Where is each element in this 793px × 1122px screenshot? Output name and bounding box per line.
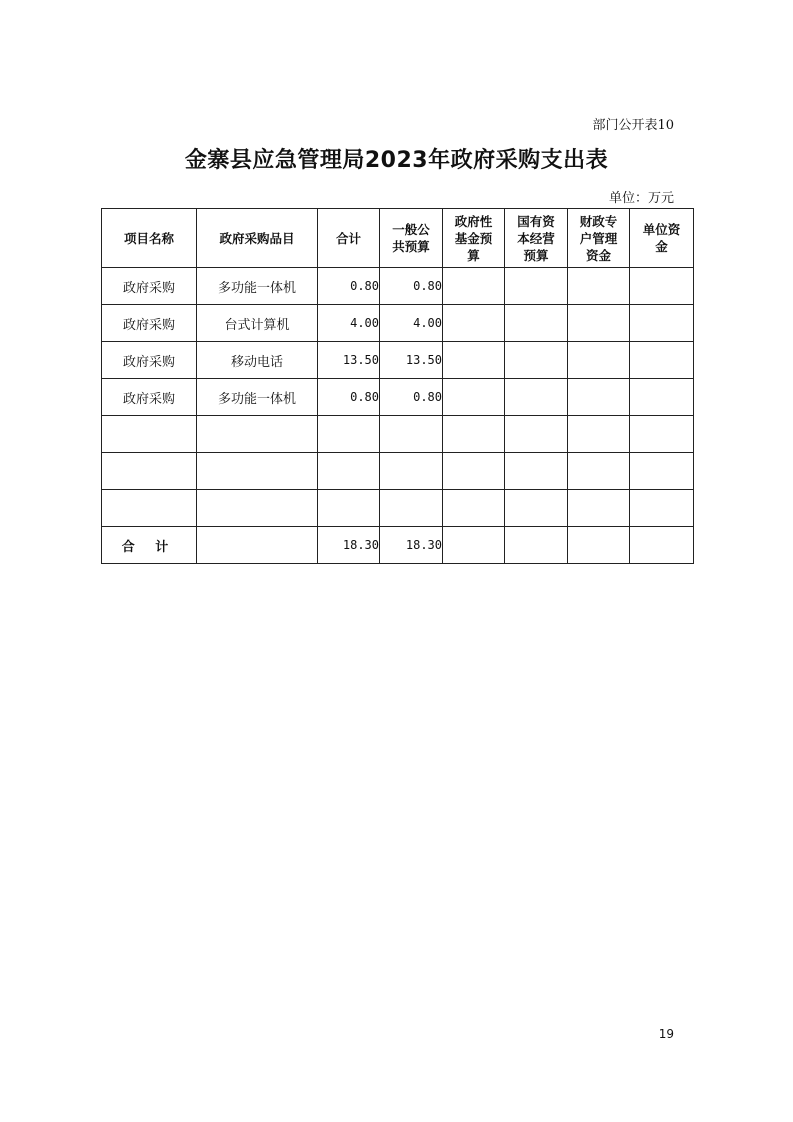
project-name-cell: 政府采购 xyxy=(102,379,197,416)
special-account-cell xyxy=(568,453,630,490)
col-header-total: 合计 xyxy=(318,209,380,268)
col-header-special-account-funds: 财政专户管理资金 xyxy=(568,209,630,268)
government-fund-cell xyxy=(443,268,505,305)
table-row xyxy=(102,342,694,379)
government-fund-cell xyxy=(443,453,505,490)
government-fund-cell xyxy=(443,490,505,527)
table-header-row xyxy=(102,209,694,268)
state-capital-cell xyxy=(505,453,568,490)
general-budget-cell xyxy=(380,453,443,490)
unit-funds-cell xyxy=(630,379,694,416)
unit-funds-cell xyxy=(630,305,694,342)
table-row xyxy=(102,305,694,342)
procurement-table xyxy=(101,208,694,564)
procurement-item-cell: 多功能一体机 xyxy=(197,379,318,416)
total-cell xyxy=(318,490,380,527)
col-header-project-name: 项目名称 xyxy=(102,209,197,268)
table-row xyxy=(102,453,694,490)
general-budget-cell: 0.80 xyxy=(380,379,443,416)
general-budget-cell: 4.00 xyxy=(380,305,443,342)
procurement-item-cell: 台式计算机 xyxy=(197,305,318,342)
total-label: 合 计 xyxy=(102,527,197,564)
col-header-government-fund-budget: 政府性基金预算 xyxy=(443,209,505,268)
special-account-cell xyxy=(568,268,630,305)
page-number: 19 xyxy=(658,1027,674,1041)
general-budget-cell: 0.80 xyxy=(380,268,443,305)
project-name-cell xyxy=(102,453,197,490)
unit-funds-cell xyxy=(630,416,694,453)
total-general-budget-cell: 18.30 xyxy=(380,527,443,564)
unit-funds-cell xyxy=(630,490,694,527)
state-capital-cell xyxy=(505,268,568,305)
special-account-cell xyxy=(568,342,630,379)
table-row xyxy=(102,379,694,416)
unit-funds-cell xyxy=(630,268,694,305)
general-budget-cell: 13.50 xyxy=(380,342,443,379)
unit-funds-cell xyxy=(630,342,694,379)
table-row xyxy=(102,268,694,305)
table-body xyxy=(102,268,694,527)
table-row xyxy=(102,490,694,527)
unit-note: 单位：万元 xyxy=(608,191,674,206)
total-item-cell xyxy=(197,527,318,564)
general-budget-cell xyxy=(380,490,443,527)
project-name-cell: 政府采购 xyxy=(102,305,197,342)
project-name-cell xyxy=(102,416,197,453)
project-name-cell xyxy=(102,490,197,527)
special-account-cell xyxy=(568,305,630,342)
government-fund-cell xyxy=(443,379,505,416)
total-unit-funds-cell xyxy=(630,527,694,564)
total-cell: 4.00 xyxy=(318,305,380,342)
state-capital-cell xyxy=(505,379,568,416)
special-account-cell xyxy=(568,490,630,527)
government-fund-cell xyxy=(443,342,505,379)
table-code: 部门公开表10 xyxy=(592,118,674,133)
special-account-cell xyxy=(568,416,630,453)
unit-funds-cell xyxy=(630,453,694,490)
total-row xyxy=(102,527,694,564)
col-header-procurement-item: 政府采购品目 xyxy=(197,209,318,268)
col-header-general-budget: 一般公共预算 xyxy=(380,209,443,268)
table-row xyxy=(102,416,694,453)
page-title: 金寨县应急管理局2023年政府采购支出表 xyxy=(184,148,609,173)
total-fund-cell xyxy=(443,527,505,564)
special-account-cell xyxy=(568,379,630,416)
total-cell: 0.80 xyxy=(318,379,380,416)
procurement-item-cell: 移动电话 xyxy=(197,342,318,379)
government-fund-cell xyxy=(443,416,505,453)
government-fund-cell xyxy=(443,305,505,342)
procurement-item-cell xyxy=(197,453,318,490)
procurement-item-cell: 多功能一体机 xyxy=(197,268,318,305)
state-capital-cell xyxy=(505,305,568,342)
total-sum-cell: 18.30 xyxy=(318,527,380,564)
total-special-account-cell xyxy=(568,527,630,564)
total-cell: 0.80 xyxy=(318,268,380,305)
procurement-item-cell xyxy=(197,416,318,453)
total-cell xyxy=(318,416,380,453)
project-name-cell: 政府采购 xyxy=(102,342,197,379)
total-cell xyxy=(318,453,380,490)
procurement-item-cell xyxy=(197,490,318,527)
general-budget-cell xyxy=(380,416,443,453)
col-header-state-capital-budget: 国有资本经营预算 xyxy=(505,209,568,268)
total-state-capital-cell xyxy=(505,527,568,564)
col-header-unit-funds: 单位资金 xyxy=(630,209,694,268)
state-capital-cell xyxy=(505,416,568,453)
project-name-cell: 政府采购 xyxy=(102,268,197,305)
state-capital-cell xyxy=(505,490,568,527)
state-capital-cell xyxy=(505,342,568,379)
total-cell: 13.50 xyxy=(318,342,380,379)
